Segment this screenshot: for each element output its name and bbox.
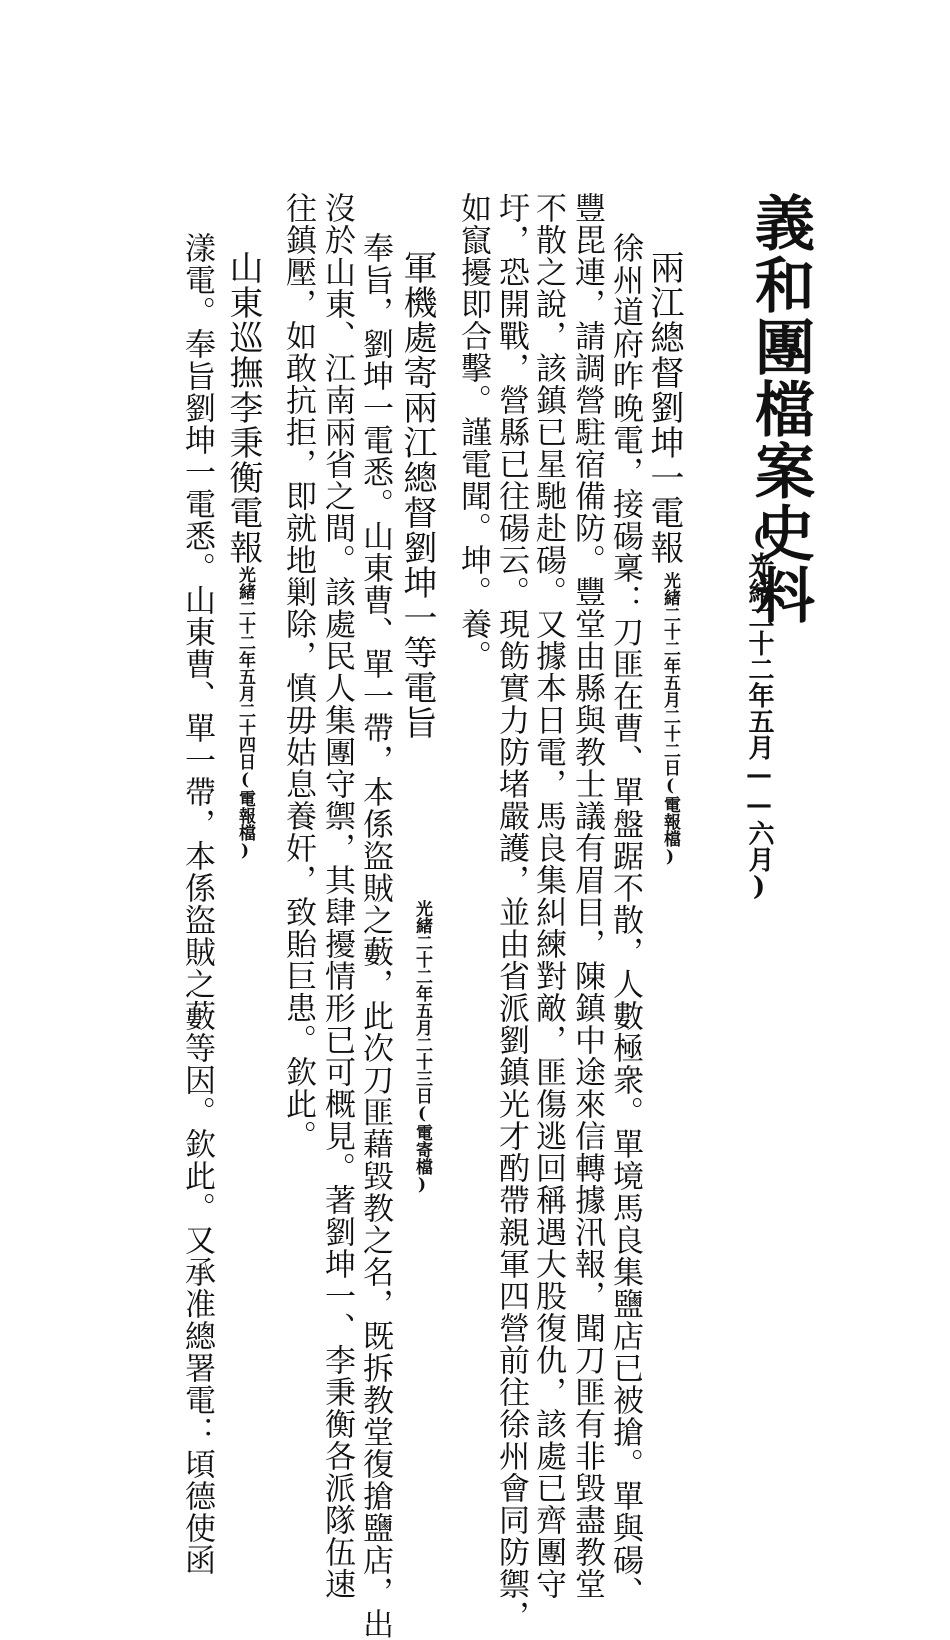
doc1-line: 如竄擾即合擊。謹電聞。坤。養。 (455, 192, 491, 672)
doc2-line: 沒於山東、江南兩省之間。該處民人集團守禦，其肆擾情形已可概見。著劉坤一、李秉衡各派隊伍速 (319, 192, 355, 1600)
doc2-line: 往鎮壓，如敢抗拒，即就地剿除，慎毋姑息養奸，致貽巨患。欽此。 (280, 192, 316, 1152)
doc1-line: 徐州道府昨晚電，接碭稟：刀匪在曹、單盤踞不散，人數極衆。單境馬良集鹽店已被搶。單與碭、 (607, 232, 643, 1608)
doc2-date: 光緒二十二年五月二十三日(電寄檔) (412, 900, 432, 1195)
page-title: 義和團檔案史料 (745, 192, 815, 626)
title-period: (光緒二十二年五月——六月) (744, 522, 774, 902)
doc1-line: 不散之說，該鎮已星馳赴碭。又據本日電，馬良集糾練對敵，匪傷逃回稱遇大股復仇，該處已齊團守 (530, 192, 566, 1600)
doc1-line: 豐毘連，請調營駐宿備防。豐堂由縣與教士議有眉目，陳鎮中途來信轉據汛報，聞刀匪有非毀盡教堂 (569, 192, 605, 1600)
doc1-date: 光緒二十二年五月二十二日(電報檔) (660, 572, 680, 867)
doc3-line: 漾電。奉旨劉坤一電悉。山東曹、單一帶，本係盜賊之藪等因。欽此。又承准總署電：頃德使函 (179, 232, 215, 1576)
doc2-line: 奉旨，劉坤一電悉。山東曹、單一帶，本係盜賊之藪，此次刀匪藉毀教之名，既拆教堂復搶鹽店，出 (357, 232, 393, 1640)
doc2-heading: 軍機處寄兩江總督劉坤一等電旨 (397, 250, 437, 740)
doc1-heading: 兩江總督劉坤一電報 (644, 250, 684, 565)
doc1-line: 圩，恐開戰，營縣已往碭云。現飭實力防堵嚴護，並由省派劉鎮光才酌帶親軍四營前往徐州會同防禦， (493, 192, 529, 1632)
doc3-heading: 山東巡撫李秉衡電報 (223, 250, 263, 565)
doc3-date: 光緒二十二年五月二十四日(電報檔) (235, 566, 255, 861)
